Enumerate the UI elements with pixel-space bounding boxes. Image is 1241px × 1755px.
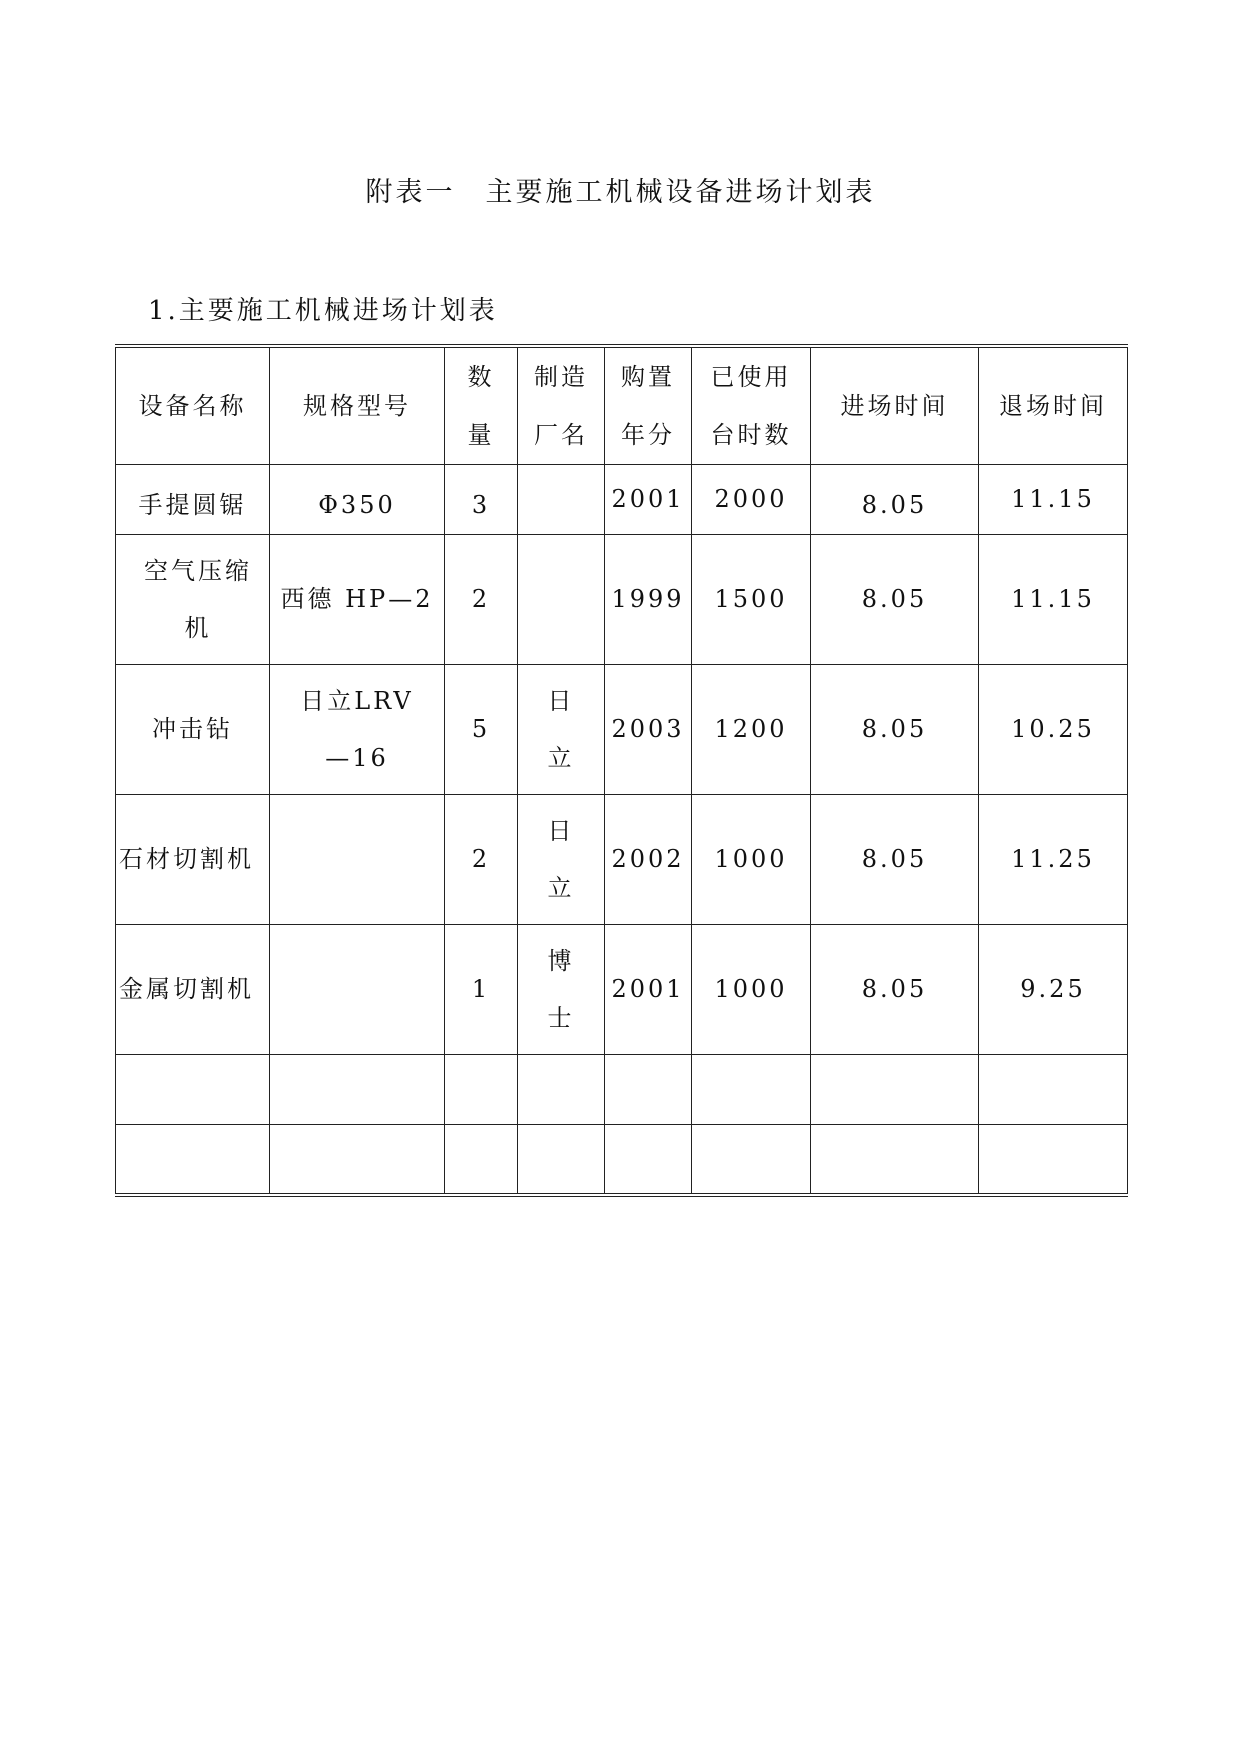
cell-hours [692, 1125, 811, 1195]
cell-maker [518, 465, 605, 535]
cell-year: 2001 [605, 465, 692, 535]
cell-qty: 2 [445, 795, 518, 925]
table-row [116, 465, 1128, 535]
table-row [116, 795, 1128, 925]
header-entry-time: 进场时间 [811, 346, 979, 465]
cell-name: 石材切割机 [116, 795, 270, 925]
cell-entry: 8.05 [811, 795, 979, 925]
header-equipment-name: 设备名称 [116, 346, 270, 465]
equipment-plan-table [115, 344, 1128, 1197]
cell-spec [270, 795, 445, 925]
cell-spec [270, 1055, 445, 1125]
table-row [116, 925, 1128, 1055]
cell-hours: 1000 [692, 925, 811, 1055]
document-title: 附表一 主要施工机械设备进场计划表 [365, 177, 876, 208]
cell-maker [518, 1055, 605, 1125]
cell-entry [811, 1055, 979, 1125]
table-row [116, 535, 1128, 665]
cell-entry: 8.05 [811, 535, 979, 665]
section-title: 1.主要施工机械进场计划表 [148, 296, 498, 326]
cell-maker [518, 535, 605, 665]
cell-name [116, 1125, 270, 1195]
cell-maker: 日立 [518, 665, 605, 795]
cell-entry: 8.05 [811, 665, 979, 795]
table-row [116, 1055, 1128, 1125]
cell-exit: 10.25 [979, 665, 1128, 795]
cell-spec [270, 925, 445, 1055]
cell-year: 2002 [605, 795, 692, 925]
cell-spec [270, 1125, 445, 1195]
cell-exit [979, 1125, 1128, 1195]
header-exit-time: 退场时间 [979, 346, 1128, 465]
cell-entry: 8.05 [811, 925, 979, 1055]
cell-hours: 1200 [692, 665, 811, 795]
cell-qty: 3 [445, 465, 518, 535]
header-purchase-year: 购置年分 [605, 346, 692, 465]
cell-exit: 11.15 [979, 535, 1128, 665]
cell-spec: 日立LRV—16 [270, 665, 445, 795]
cell-entry [811, 1125, 979, 1195]
cell-entry: 8.05 [811, 465, 979, 535]
cell-hours: 2000 [692, 465, 811, 535]
cell-maker [518, 1125, 605, 1195]
cell-maker: 博士 [518, 925, 605, 1055]
cell-spec: Φ350 [270, 465, 445, 535]
cell-name: 空气压缩机 [116, 535, 270, 665]
cell-exit: 11.25 [979, 795, 1128, 925]
cell-hours: 1000 [692, 795, 811, 925]
cell-exit: 11.15 [979, 465, 1128, 535]
cell-year [605, 1055, 692, 1125]
cell-year: 2001 [605, 925, 692, 1055]
cell-qty: 2 [445, 535, 518, 665]
cell-year: 1999 [605, 535, 692, 665]
table-row [116, 1125, 1128, 1195]
cell-spec: 西德 HP—2 [270, 535, 445, 665]
cell-hours [692, 1055, 811, 1125]
cell-year [605, 1125, 692, 1195]
cell-maker: 日立 [518, 795, 605, 925]
table-header-row [116, 346, 1128, 465]
header-manufacturer: 制造厂名 [518, 346, 605, 465]
cell-name [116, 1055, 270, 1125]
table-row [116, 665, 1128, 795]
cell-qty: 1 [445, 925, 518, 1055]
cell-name: 手提圆锯 [116, 465, 270, 535]
cell-name: 冲击钻 [116, 665, 270, 795]
header-quantity: 数量 [445, 346, 518, 465]
cell-year: 2003 [605, 665, 692, 795]
cell-qty [445, 1125, 518, 1195]
cell-name: 金属切割机 [116, 925, 270, 1055]
cell-hours: 1500 [692, 535, 811, 665]
cell-exit [979, 1055, 1128, 1125]
cell-qty [445, 1055, 518, 1125]
cell-qty: 5 [445, 665, 518, 795]
header-used-hours: 已使用台时数 [692, 346, 811, 465]
cell-exit: 9.25 [979, 925, 1128, 1055]
header-spec-model: 规格型号 [270, 346, 445, 465]
